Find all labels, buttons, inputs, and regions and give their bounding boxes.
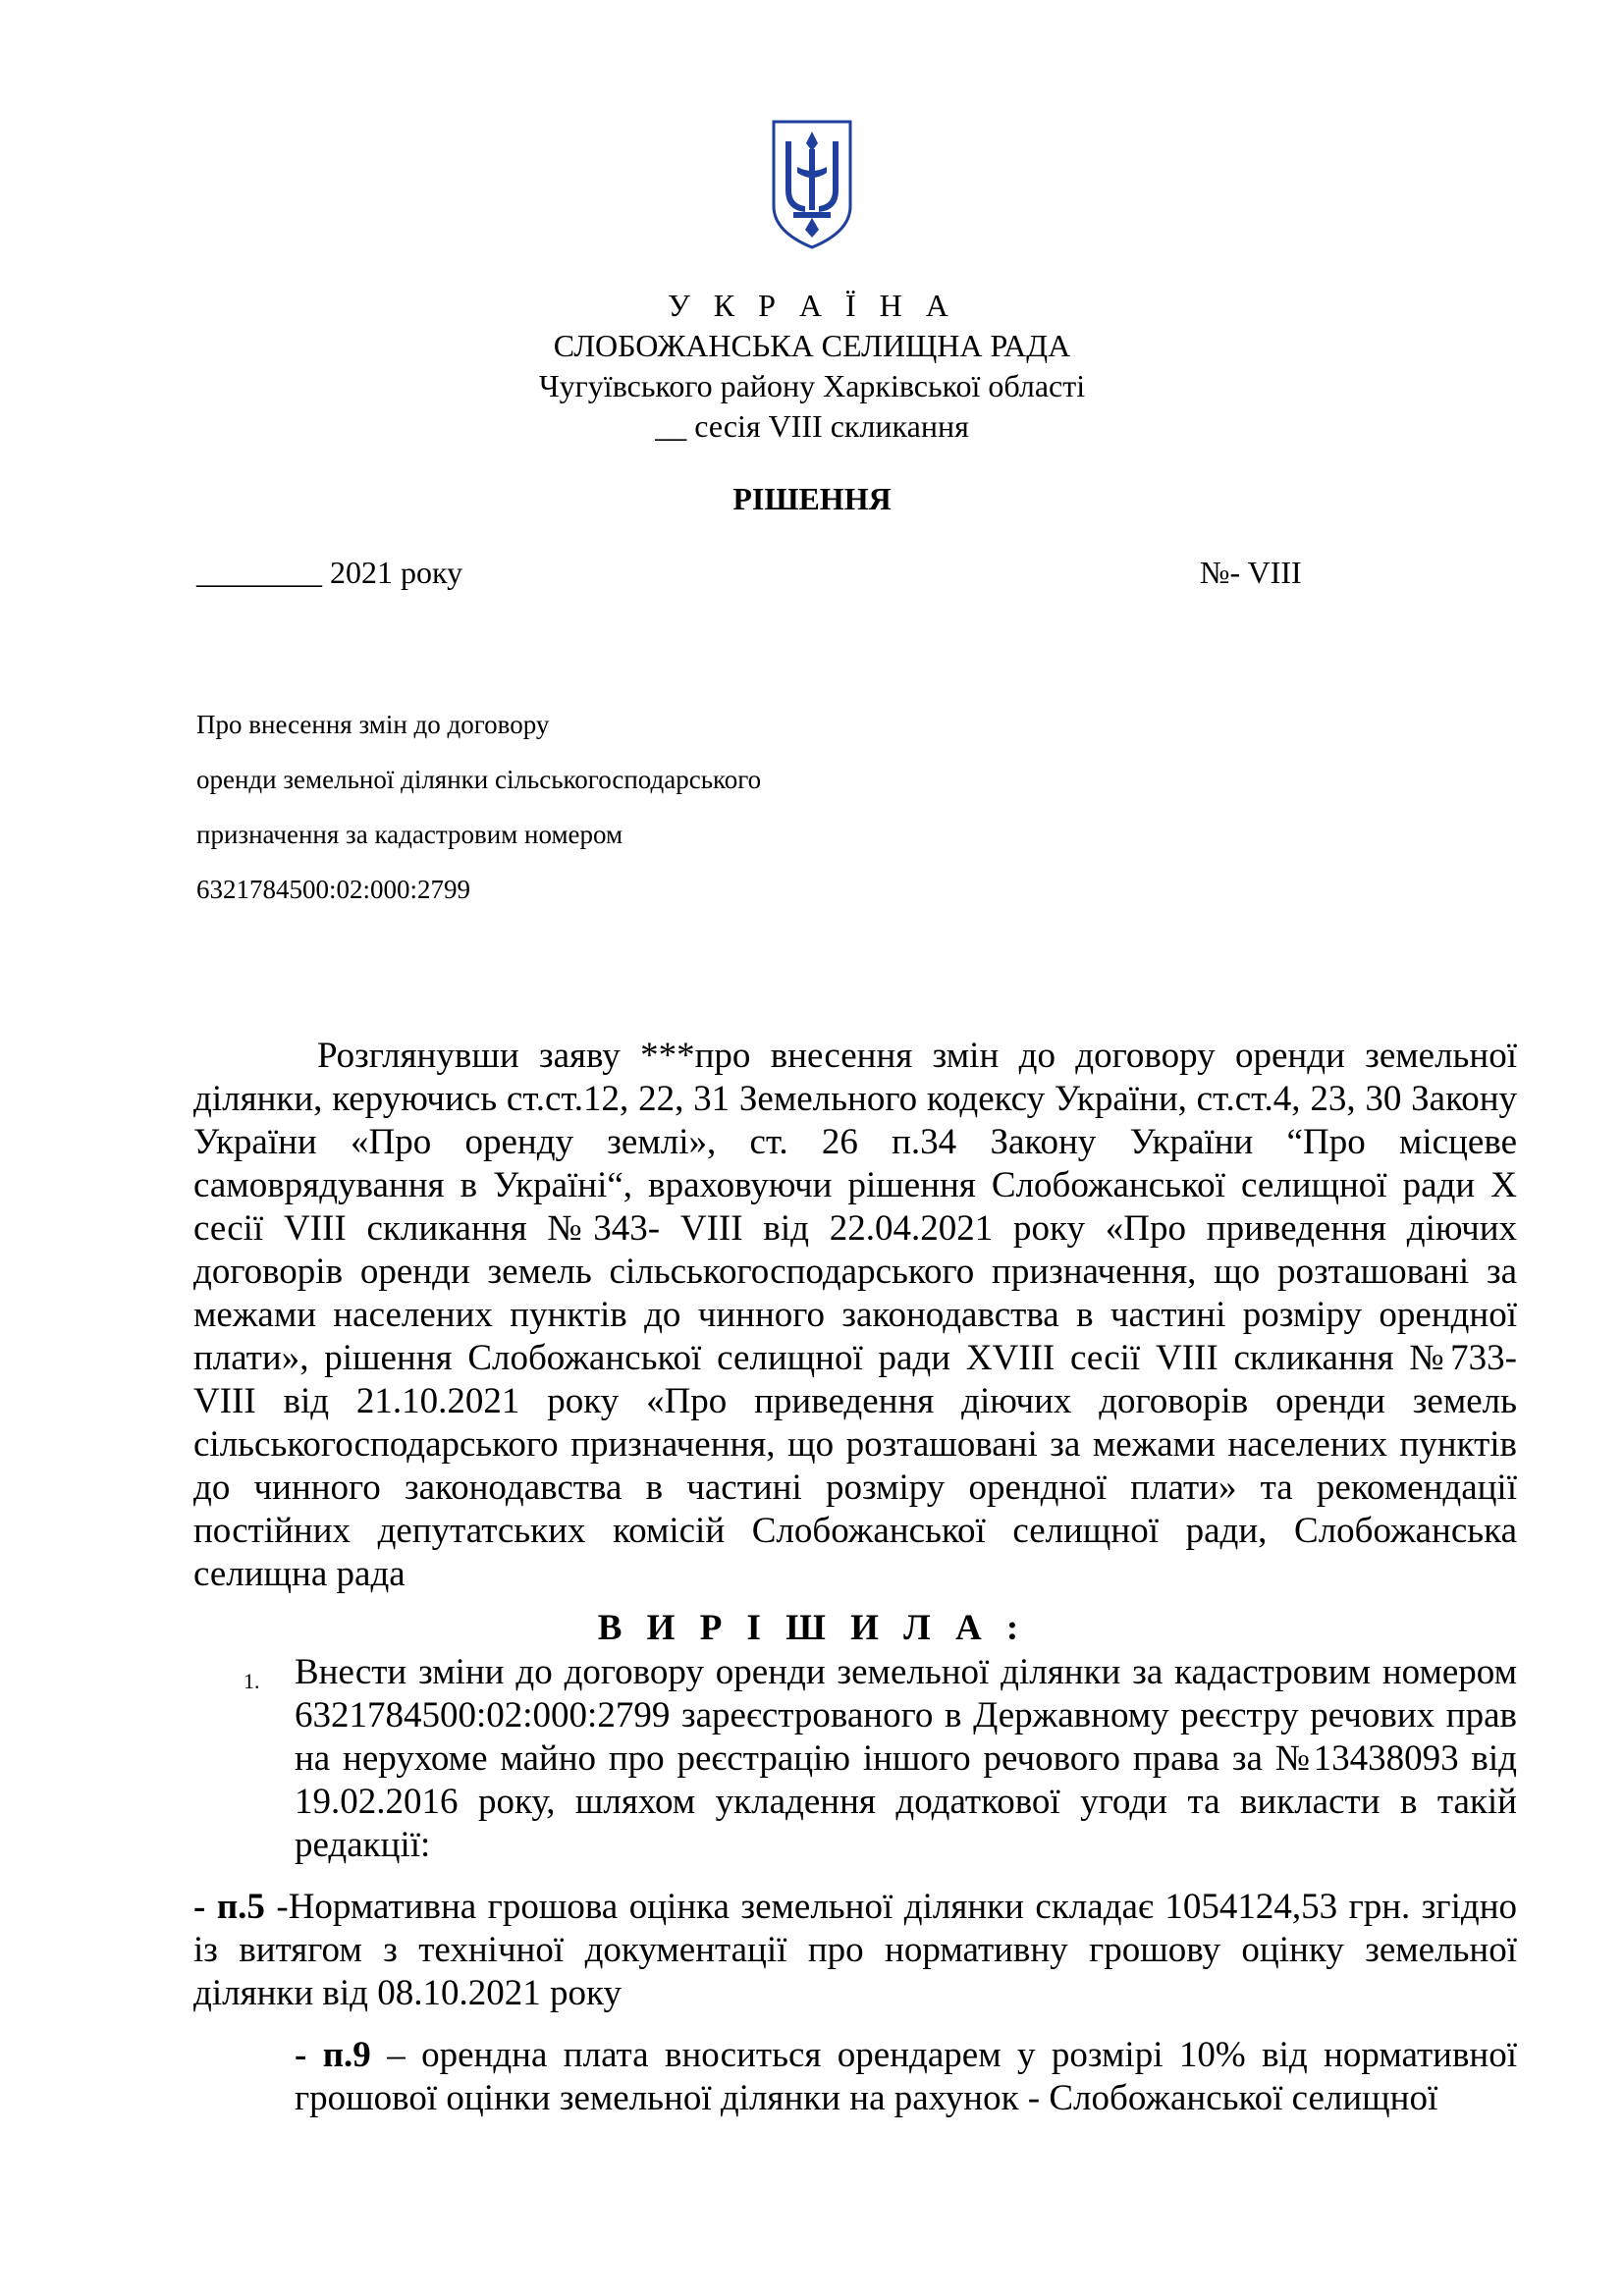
header-session: __ сесія VIII скликання: [655, 408, 969, 444]
header-district: Чугуївського району Харківської області: [538, 368, 1086, 403]
document-title: РІШЕННЯ: [732, 481, 892, 516]
subject-line-4: 6321784500:02:000:2799: [196, 875, 471, 904]
clause-p5: [193, 1886, 1517, 2015]
coat-of-arms-icon: [768, 116, 856, 251]
header-council: СЛОБОЖАНСЬКА СЕЛИЩНА РАДА: [553, 328, 1071, 363]
item-number: 1.: [244, 1669, 260, 1693]
subject-line-3: призначення за кадастровим номером: [196, 820, 623, 849]
clause-p9-label: - п.9: [295, 2035, 371, 2075]
subject-line-1: Про внесення змін до договору: [196, 710, 550, 739]
header-country: У К Р А Ї Н А: [668, 288, 956, 323]
item-1-text: Внести зміни до договору оренди земельної ділянки за кадастровим номером 6321784500:02:000:2799 зареєстрованого в Державному реєстру речових прав на нерухоме майно про реєстрацію іншого речового права за №13438093 від 19.02.2016 року, шляхом укладення додаткової угоди та викласти в такій редакції:: [295, 1652, 1517, 1865]
clause-p9-text: – орендна плата вноситься орендарем у розмірі 10% від нормативної грошової оцінки земельної ділянки на рахунок - Слобожанської селищної: [295, 2035, 1518, 2118]
decided-heading: В И Р І Ш И Л А :: [597, 1608, 1027, 1648]
decision-number: №- VIII: [1200, 555, 1302, 590]
subject-line-2: оренди земельної ділянки сільськогосподарського: [196, 765, 762, 794]
preamble-paragraph: Розглянувши заяву ***про внесення змін до договору оренди земельної ділянки, керуючись ст.ст.12, 22, 31 Земельного кодексу України, ст.ст.4, 23, 30 Закону України «Про оренду землі», ст. 26 п.34 Закону України “Про місцеве самоврядування в Україні“, враховуючи рішення Слобожанської селищної ради Х сесії VIII скликання №343- VIII від 22.04.2021 року «Про приведення діючих договорів оренди земель сільськогосподарського призначення, що розташовані за межами населених пунктів до чинного законодавства в частині розміру орендної плати», рішення Слобожанської селищної ради XVIII сесії VIII скликання №733- VIII від 21.10.2021 року «Про приведення діючих договорів оренди земель сільськогосподарського призначення, що розташовані за межами населених пунктів до чинного законодавства в частині розміру орендної плати» та рекомендації постійних депутатських комісій Слобожанської селищної ради, Слобожанська селищна рада: [193, 1036, 1517, 1594]
clause-p5-text: -Нормативна грошова оцінка земельної ділянки складає 1054124,53 грн. згідно із витягом з технічної документації про нормативну грошову оцінку земельної ділянки від 08.10.2021 року: [193, 1887, 1517, 2013]
clause-p9: [295, 2034, 1517, 2120]
clause-p5-label: - п.5: [193, 1887, 265, 1927]
decision-date: ________ 2021 року: [196, 555, 463, 590]
